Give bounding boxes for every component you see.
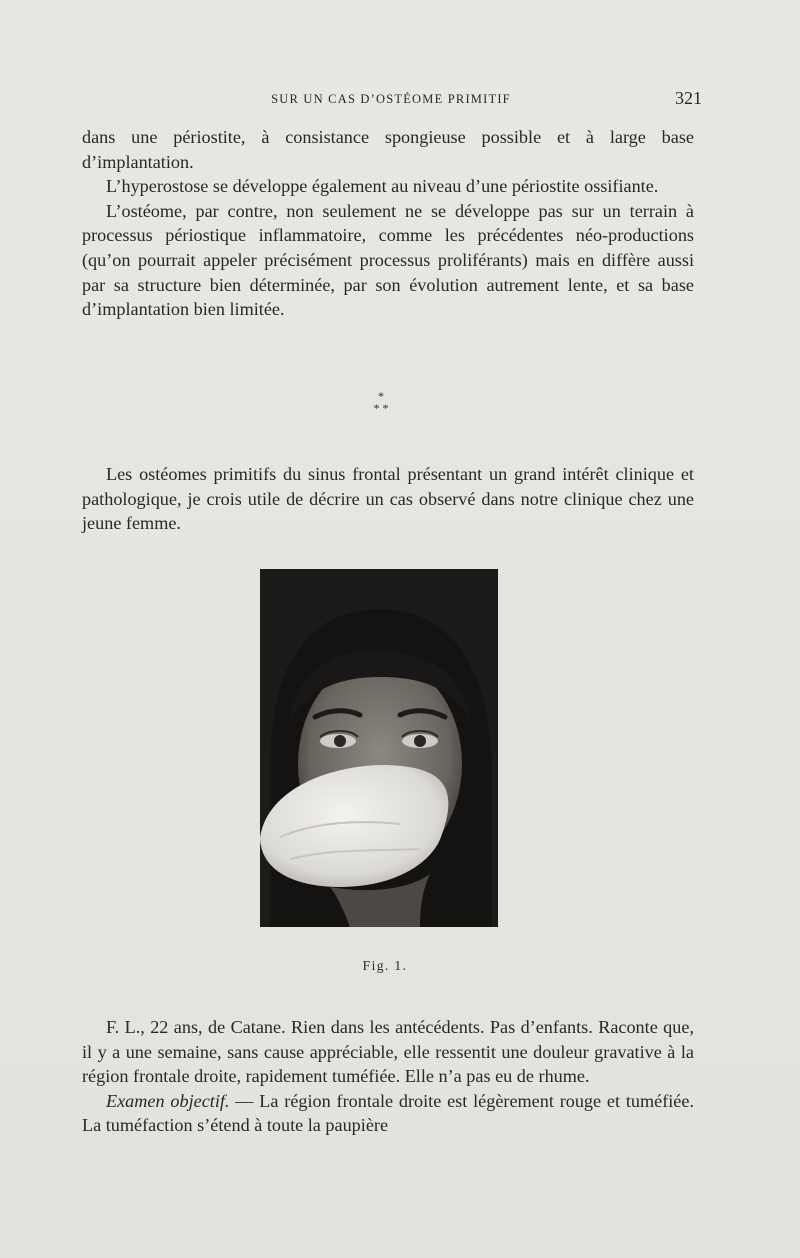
asterism-bottom: * * (373, 401, 389, 415)
running-head (80, 88, 702, 112)
paragraph: L’ostéome, par contre, non seulement ne se développe pas sur un terrain à processus périostique inflammatoire, comme les précédentes néo-productions (qu’on pourrait appeler précisément processus proliférants) mais en diffère aussi par sa structure bien déterminée, par son évolution autrement lente, et sa base d’implantation bien limitée. (82, 200, 694, 320)
section-text-case-report (82, 1015, 694, 1138)
page-number: 321 (675, 88, 702, 108)
paragraph: Les ostéomes primitifs du sinus frontal présentant un grand intérêt clinique et pathologique, je crois utile de décrire un cas observé dans notre clinique chez une jeune femme. (82, 464, 694, 534)
running-title: SUR UN CAS D’OSTÉOME PRIMITIF (271, 92, 511, 106)
asterism-top: * (378, 389, 384, 403)
paragraph (82, 1089, 694, 1138)
section-text-intro (82, 125, 694, 322)
patient-photo-image (260, 569, 498, 927)
section-text-case-intro (82, 462, 694, 536)
paragraph-text: — La région frontale droite est légèrement rouge et tuméfiée. La tuméfaction s’étend à toute la paupière (82, 1090, 694, 1136)
patient-photograph (260, 569, 498, 927)
paragraph: F. L., 22 ans, de Catane. Rien dans les antécédents. Pas d’enfants. Raconte que, il y a une semaine, sans cause appréciable, elle ressentit une douleur gravative à la région frontale droite, rapidement tuméfiée. Elle n’a pas eu de rhume. (82, 1017, 694, 1087)
paragraph: L’hyperostose se développe également au niveau d’une périostite ossifiante. (106, 176, 659, 197)
paragraph: dans une périostite, à consistance spongieuse possible et à large base d’implantation. (82, 127, 694, 172)
figure-caption: Fig. 1. (362, 958, 408, 973)
subheading-examen: Examen objectif. (106, 1090, 230, 1111)
asterism-divider (366, 390, 396, 426)
